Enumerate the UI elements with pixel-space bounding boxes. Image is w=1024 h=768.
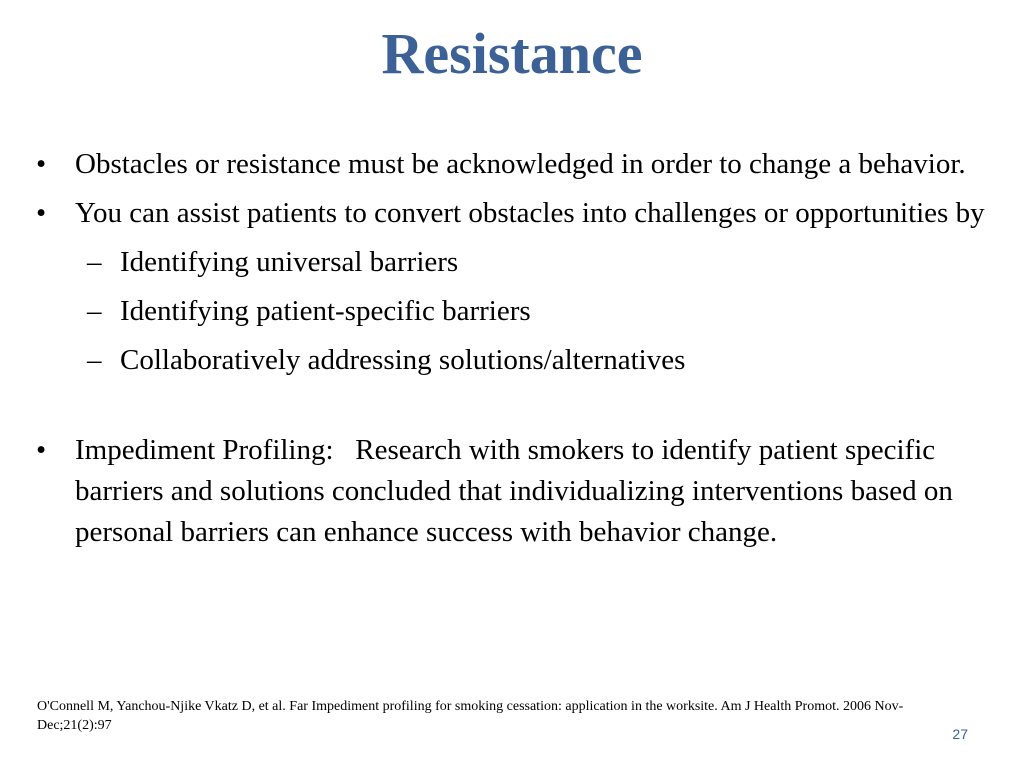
slide-title: Resistance xyxy=(381,21,643,86)
citation: O'Connell M, Yanchou-Njike Vkatz D, et al. Far Impediment profiling for smoking cessation: application in the worksite. Am J Health Promot. 2006 Nov-Dec;21(2):97 xyxy=(37,699,904,733)
slide-body xyxy=(30,144,1010,561)
sub-bullet-text: Collaboratively addressing solutions/alternatives xyxy=(120,344,686,376)
sub-bullet-text: Identifying universal barriers xyxy=(120,246,459,278)
bullet-text: Impediment Profiling: Research with smokers to identify patient specific barriers and solutions concluded that individualizing interventions based on personal barriers can enhance success with behavior change. xyxy=(75,434,961,548)
spacer xyxy=(30,389,1010,430)
dash-marker: – xyxy=(87,295,102,327)
bullet-marker: • xyxy=(36,434,47,466)
bullet-item xyxy=(30,430,1010,553)
bullet-text: You can assist patients to convert obstacles into challenges or opportunities by xyxy=(75,197,985,229)
dash-marker: – xyxy=(87,344,102,376)
sub-bullet-item xyxy=(30,340,1010,381)
bullet-item xyxy=(30,144,1010,185)
sub-bullet-text: Identifying patient-specific barriers xyxy=(120,295,531,327)
page-number: 27 xyxy=(952,726,968,742)
bullet-marker: • xyxy=(36,148,47,180)
bullet-text: Obstacles or resistance must be acknowledged in order to change a behavior. xyxy=(75,148,966,180)
bullet-item xyxy=(30,193,1010,234)
sub-bullet-item xyxy=(30,242,1010,283)
dash-marker: – xyxy=(87,246,102,278)
bullet-marker: • xyxy=(36,197,47,229)
sub-bullet-item xyxy=(30,291,1010,332)
